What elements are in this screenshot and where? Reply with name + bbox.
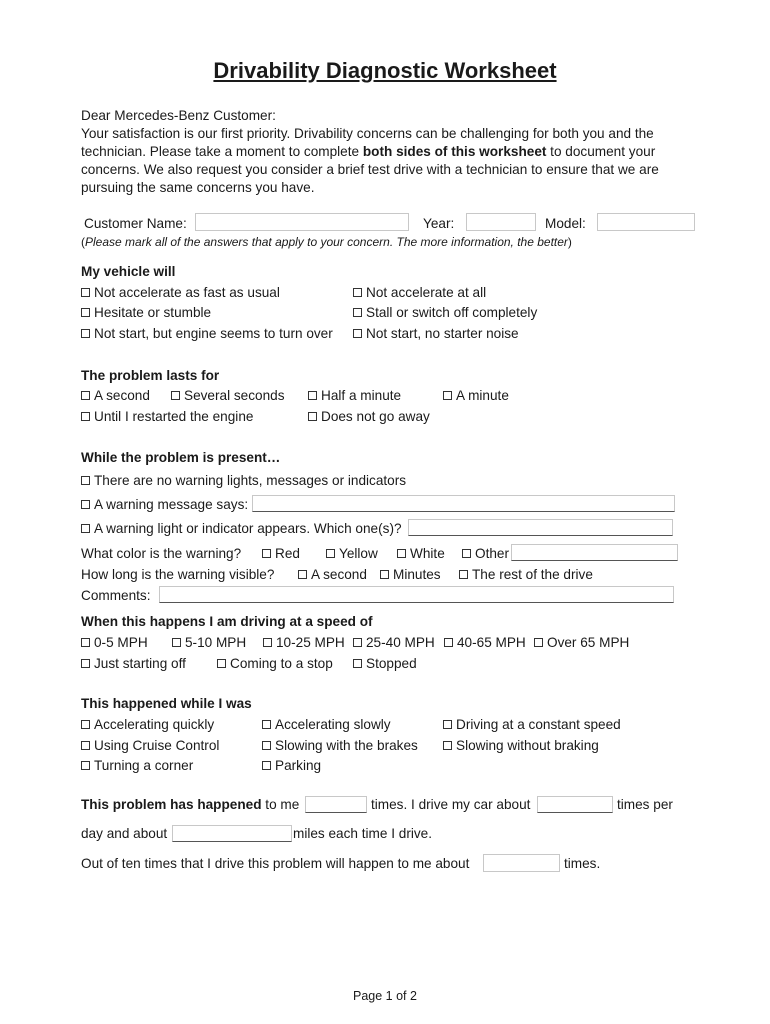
vehicle-option-label: Not start, but engine seems to turn over: [94, 326, 333, 341]
duration-option[interactable]: [308, 388, 401, 403]
speed-option[interactable]: [81, 635, 148, 650]
warning-message-option[interactable]: [81, 497, 248, 512]
note-text: Please mark all of the answers that apply to your concern. The more information, the better: [85, 235, 568, 249]
checkbox[interactable]: [81, 412, 90, 421]
vehicle-option-label: Not start, no starter noise: [366, 326, 519, 341]
speed-option-label: Over 65 MPH: [547, 635, 630, 650]
visible-label: How long is the warning visible?: [81, 567, 275, 582]
checkbox[interactable]: [444, 638, 453, 647]
greeting: Dear Mercedes-Benz Customer:: [81, 108, 276, 123]
speed-option-label: 5-10 MPH: [185, 635, 247, 650]
note-close-paren: ): [567, 235, 572, 249]
color-label: What color is the warning?: [81, 546, 242, 561]
speed-option[interactable]: [263, 635, 345, 650]
checkbox[interactable]: [534, 638, 543, 647]
vehicle-option[interactable]: [81, 285, 280, 300]
warning-message-field[interactable]: [252, 495, 675, 512]
day-about-text: day and about: [81, 826, 168, 841]
checkbox[interactable]: [353, 329, 362, 338]
checkbox[interactable]: [308, 391, 317, 400]
instruction-note: [81, 235, 572, 249]
model-label: Model:: [545, 216, 586, 231]
vehicle-heading: My vehicle will: [81, 264, 176, 279]
present-heading: While the problem is present…: [81, 450, 281, 465]
times-happened-field[interactable]: [305, 796, 367, 813]
duration-option-label: Several seconds: [184, 388, 285, 403]
vehicle-option[interactable]: [353, 285, 486, 300]
checkbox[interactable]: [459, 570, 468, 579]
times-text: times.: [564, 856, 601, 871]
while-option-label: Parking: [275, 758, 322, 773]
speed-option-label: Just starting off: [94, 656, 186, 671]
duration-option[interactable]: [443, 388, 509, 403]
miles-field[interactable]: [172, 825, 292, 842]
no-warning-label: There are no warning lights, messages or indicators: [94, 473, 407, 488]
while-option-label: Accelerating slowly: [275, 717, 391, 732]
checkbox[interactable]: [298, 570, 307, 579]
checkbox[interactable]: [353, 288, 362, 297]
checkbox[interactable]: [81, 476, 90, 485]
visible-option[interactable]: [298, 567, 367, 582]
checkbox[interactable]: [81, 391, 90, 400]
intro-line-2-pre: technician. Please take a moment to complete: [81, 144, 363, 159]
vehicle-option[interactable]: [81, 305, 211, 320]
comments-field[interactable]: [159, 586, 674, 603]
model-field[interactable]: [597, 213, 695, 231]
speed-heading: When this happens I am driving at a speed of: [81, 614, 373, 629]
times-per-text: times per: [617, 797, 673, 812]
checkbox[interactable]: [81, 308, 90, 317]
while-option-label: Accelerating quickly: [94, 717, 215, 732]
speed-option[interactable]: [81, 656, 186, 671]
speed-option-label: Stopped: [366, 656, 417, 671]
page-title: Drivability Diagnostic Worksheet: [213, 58, 557, 83]
checkbox[interactable]: [462, 549, 471, 558]
speed-option-label: 25-40 MPH: [366, 635, 435, 650]
checkbox[interactable]: [171, 391, 180, 400]
warning-light-option[interactable]: [81, 521, 402, 536]
checkbox[interactable]: [380, 570, 389, 579]
comments-label: Comments:: [81, 588, 151, 603]
checkbox[interactable]: [262, 761, 271, 770]
checkbox[interactable]: [81, 329, 90, 338]
while-option-label: Slowing with the brakes: [275, 738, 418, 753]
color-option[interactable]: [326, 546, 378, 561]
checkbox[interactable]: [397, 549, 406, 558]
visible-option[interactable]: [380, 567, 441, 582]
speed-option[interactable]: [353, 656, 417, 671]
visible-option-label: Minutes: [393, 567, 441, 582]
vehicle-option-label: Not accelerate as fast as usual: [94, 285, 280, 300]
while-option[interactable]: [443, 717, 621, 732]
while-option[interactable]: [262, 758, 321, 773]
drives-per-day-field[interactable]: [537, 796, 613, 813]
vehicle-option[interactable]: [81, 326, 333, 341]
color-option-label: Other: [475, 546, 509, 561]
checkbox[interactable]: [217, 659, 226, 668]
miles-text: miles each time I drive.: [293, 826, 433, 841]
checkbox[interactable]: [81, 288, 90, 297]
checkbox[interactable]: [353, 638, 362, 647]
duration-option[interactable]: [81, 388, 150, 403]
speed-option[interactable]: [444, 635, 526, 650]
checkbox[interactable]: [81, 741, 90, 750]
duration-option-label: Until I restarted the engine: [94, 409, 254, 424]
checkbox[interactable]: [353, 308, 362, 317]
vehicle-option-label: Not accelerate at all: [366, 285, 487, 300]
intro-line-2-bold: both sides of this worksheet: [362, 144, 547, 159]
while-option-label: Slowing without braking: [456, 738, 599, 753]
while-option[interactable]: [443, 738, 599, 753]
vehicle-option[interactable]: [353, 305, 537, 320]
page-number: Page 1 of 2: [353, 989, 417, 1003]
vehicle-option[interactable]: [353, 326, 519, 341]
speed-option-label: 40-65 MPH: [457, 635, 526, 650]
year-label: Year:: [423, 216, 455, 231]
speed-option-label: 10-25 MPH: [276, 635, 345, 650]
checkbox[interactable]: [443, 391, 452, 400]
warning-light-label: A warning light or indicator appears. Which one(s)?: [94, 521, 402, 536]
intro-line-4: pursuing the same concerns you have.: [81, 180, 315, 195]
vehicle-option-label: Stall or switch off completely: [366, 305, 538, 320]
while-option[interactable]: [262, 717, 391, 732]
duration-option[interactable]: [171, 388, 285, 403]
out-of-ten-field[interactable]: [483, 854, 560, 872]
no-warning-option[interactable]: [81, 473, 406, 488]
speed-option-label: Coming to a stop: [230, 656, 333, 671]
visible-option-label: A second: [311, 567, 367, 582]
checkbox[interactable]: [262, 720, 271, 729]
intro-line-2: [81, 143, 681, 161]
color-option[interactable]: [462, 546, 509, 561]
checkbox[interactable]: [262, 741, 271, 750]
checkbox[interactable]: [263, 638, 272, 647]
checkbox[interactable]: [443, 741, 452, 750]
speed-option[interactable]: [172, 635, 246, 650]
vehicle-option-label: Hesitate or stumble: [94, 305, 212, 320]
checkbox[interactable]: [81, 720, 90, 729]
color-option[interactable]: [397, 546, 445, 561]
checkbox[interactable]: [81, 524, 90, 533]
warning-light-field[interactable]: [408, 519, 673, 536]
duration-option-label: Does not go away: [321, 409, 430, 424]
duration-option-label: A minute: [456, 388, 509, 403]
duration-option[interactable]: [81, 409, 253, 424]
checkbox[interactable]: [353, 659, 362, 668]
while-option[interactable]: [81, 717, 214, 732]
while-option[interactable]: [81, 758, 193, 773]
while-option-label: Driving at a constant speed: [456, 717, 621, 732]
speed-option[interactable]: [217, 656, 333, 671]
while-option-label: Turning a corner: [94, 758, 194, 773]
checkbox[interactable]: [81, 638, 90, 647]
visible-option[interactable]: [459, 567, 593, 582]
visible-option-label: The rest of the drive: [472, 567, 593, 582]
frequency-to-me: to me: [261, 797, 300, 812]
checkbox[interactable]: [81, 659, 90, 668]
year-field[interactable]: [466, 213, 536, 231]
intro-line-2-post: to document your: [546, 144, 656, 159]
checkbox[interactable]: [262, 549, 271, 558]
checkbox[interactable]: [81, 500, 90, 509]
checkbox[interactable]: [81, 761, 90, 770]
out-of-ten-text: Out of ten times that I drive this problem will happen to me about: [81, 856, 470, 871]
checkbox[interactable]: [443, 720, 452, 729]
checkbox[interactable]: [172, 638, 181, 647]
while-option[interactable]: [262, 738, 418, 753]
color-option-label: Yellow: [339, 546, 378, 561]
customer-name-label: Customer Name:: [84, 216, 187, 231]
frequency-sentence-start: [81, 797, 299, 812]
while-option[interactable]: [81, 738, 219, 753]
intro-line-1: Your satisfaction is our first priority. Drivability concerns can be challenging for both you and the: [81, 126, 654, 141]
color-option-label: White: [410, 546, 445, 561]
other-color-field[interactable]: [511, 544, 678, 561]
while-heading: This happened while I was: [81, 696, 252, 711]
duration-option[interactable]: [308, 409, 430, 424]
while-option-label: Using Cruise Control: [94, 738, 220, 753]
speed-option[interactable]: [534, 635, 629, 650]
warning-message-label: A warning message says:: [94, 497, 249, 512]
color-option[interactable]: [262, 546, 300, 561]
speed-option[interactable]: [353, 635, 435, 650]
duration-heading: The problem lasts for: [81, 368, 220, 383]
checkbox[interactable]: [326, 549, 335, 558]
frequency-bold: This problem has happened: [81, 797, 262, 812]
duration-option-label: Half a minute: [321, 388, 402, 403]
times-drive-text: times. I drive my car about: [371, 797, 531, 812]
duration-option-label: A second: [94, 388, 150, 403]
color-option-label: Red: [275, 546, 300, 561]
intro-line-3: concerns. We also request you consider a brief test drive with a technician to ensure that we are: [81, 162, 659, 177]
customer-name-field[interactable]: [195, 213, 409, 231]
speed-option-label: 0-5 MPH: [94, 635, 148, 650]
note-open-paren: (: [81, 235, 85, 249]
checkbox[interactable]: [308, 412, 317, 421]
